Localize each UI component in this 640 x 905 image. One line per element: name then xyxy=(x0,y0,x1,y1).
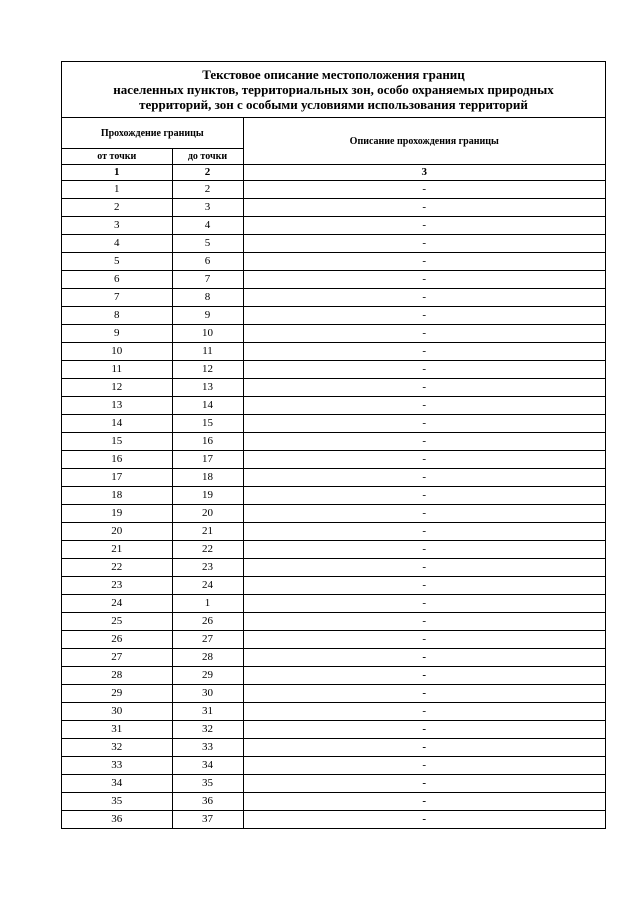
from-point-cell: 24 xyxy=(62,595,172,613)
to-point-cell: 35 xyxy=(172,775,243,793)
header-from-point: от точки xyxy=(62,149,172,165)
from-point-cell: 15 xyxy=(62,433,172,451)
table-row xyxy=(62,613,605,631)
to-point-cell: 30 xyxy=(172,685,243,703)
to-point-cell: 20 xyxy=(172,505,243,523)
table-row xyxy=(62,469,605,487)
from-point-cell: 4 xyxy=(62,235,172,253)
to-point-cell: 28 xyxy=(172,649,243,667)
column-number-3: 3 xyxy=(243,165,605,181)
from-point-cell: 34 xyxy=(62,775,172,793)
description-cell: - xyxy=(243,289,605,307)
description-cell: - xyxy=(243,613,605,631)
description-cell: - xyxy=(243,397,605,415)
table-row xyxy=(62,217,605,235)
title-line-3: территорий, зон с особыми условиями использования территорий xyxy=(139,97,528,112)
to-point-cell: 11 xyxy=(172,343,243,361)
to-point-cell: 6 xyxy=(172,253,243,271)
to-point-cell: 24 xyxy=(172,577,243,595)
to-point-cell: 22 xyxy=(172,541,243,559)
from-point-cell: 5 xyxy=(62,253,172,271)
table-row xyxy=(62,685,605,703)
to-point-cell: 15 xyxy=(172,415,243,433)
title-line-2: населенных пунктов, территориальных зон, особо охраняемых природных xyxy=(113,82,554,97)
from-point-cell: 9 xyxy=(62,325,172,343)
description-cell: - xyxy=(243,721,605,739)
from-point-cell: 36 xyxy=(62,811,172,829)
to-point-cell: 7 xyxy=(172,271,243,289)
description-cell: - xyxy=(243,775,605,793)
description-cell: - xyxy=(243,757,605,775)
table-row xyxy=(62,181,605,199)
to-point-cell: 14 xyxy=(172,397,243,415)
from-point-cell: 7 xyxy=(62,289,172,307)
table-row xyxy=(62,811,605,829)
to-point-cell: 1 xyxy=(172,595,243,613)
table-row xyxy=(62,541,605,559)
from-point-cell: 21 xyxy=(62,541,172,559)
to-point-cell: 32 xyxy=(172,721,243,739)
to-point-cell: 10 xyxy=(172,325,243,343)
description-cell: - xyxy=(243,181,605,199)
description-cell: - xyxy=(243,739,605,757)
from-point-cell: 12 xyxy=(62,379,172,397)
description-cell: - xyxy=(243,217,605,235)
table-row xyxy=(62,343,605,361)
description-cell: - xyxy=(243,271,605,289)
from-point-cell: 18 xyxy=(62,487,172,505)
description-cell: - xyxy=(243,505,605,523)
table-row xyxy=(62,361,605,379)
table-row xyxy=(62,235,605,253)
from-point-cell: 32 xyxy=(62,739,172,757)
table-row xyxy=(62,739,605,757)
from-point-cell: 20 xyxy=(62,523,172,541)
table-row xyxy=(62,649,605,667)
to-point-cell: 2 xyxy=(172,181,243,199)
from-point-cell: 30 xyxy=(62,703,172,721)
from-point-cell: 19 xyxy=(62,505,172,523)
to-point-cell: 37 xyxy=(172,811,243,829)
table-row xyxy=(62,775,605,793)
table-row xyxy=(62,721,605,739)
table-row xyxy=(62,505,605,523)
to-point-cell: 21 xyxy=(172,523,243,541)
from-point-cell: 2 xyxy=(62,199,172,217)
table-row xyxy=(62,487,605,505)
description-cell: - xyxy=(243,361,605,379)
to-point-cell: 9 xyxy=(172,307,243,325)
description-cell: - xyxy=(243,487,605,505)
from-point-cell: 1 xyxy=(62,181,172,199)
table-body xyxy=(62,181,605,829)
from-point-cell: 31 xyxy=(62,721,172,739)
title-line-1: Текстовое описание местоположения границ xyxy=(202,67,465,82)
table-row xyxy=(62,271,605,289)
description-cell: - xyxy=(243,325,605,343)
description-cell: - xyxy=(243,253,605,271)
header-to-point: до точки xyxy=(172,149,243,165)
table-row xyxy=(62,415,605,433)
from-point-cell: 23 xyxy=(62,577,172,595)
to-point-cell: 23 xyxy=(172,559,243,577)
table-row xyxy=(62,631,605,649)
header-boundary-passage: Прохождение границы xyxy=(62,118,243,149)
to-point-cell: 12 xyxy=(172,361,243,379)
from-point-cell: 10 xyxy=(62,343,172,361)
to-point-cell: 18 xyxy=(172,469,243,487)
from-point-cell: 29 xyxy=(62,685,172,703)
description-cell: - xyxy=(243,199,605,217)
table-row xyxy=(62,289,605,307)
table-row xyxy=(62,379,605,397)
to-point-cell: 33 xyxy=(172,739,243,757)
description-cell: - xyxy=(243,469,605,487)
table-row xyxy=(62,253,605,271)
from-point-cell: 16 xyxy=(62,451,172,469)
from-point-cell: 8 xyxy=(62,307,172,325)
boundary-description-form xyxy=(61,61,606,829)
from-point-cell: 28 xyxy=(62,667,172,685)
from-point-cell: 22 xyxy=(62,559,172,577)
table-row xyxy=(62,667,605,685)
from-point-cell: 13 xyxy=(62,397,172,415)
description-cell: - xyxy=(243,235,605,253)
description-cell: - xyxy=(243,811,605,829)
table-row xyxy=(62,757,605,775)
description-cell: - xyxy=(243,433,605,451)
from-point-cell: 17 xyxy=(62,469,172,487)
table-row xyxy=(62,559,605,577)
to-point-cell: 27 xyxy=(172,631,243,649)
description-cell: - xyxy=(243,595,605,613)
to-point-cell: 4 xyxy=(172,217,243,235)
description-cell: - xyxy=(243,541,605,559)
boundary-table xyxy=(62,118,605,828)
table-row xyxy=(62,523,605,541)
to-point-cell: 16 xyxy=(172,433,243,451)
description-cell: - xyxy=(243,649,605,667)
table-row xyxy=(62,199,605,217)
description-cell: - xyxy=(243,667,605,685)
column-number-1: 1 xyxy=(62,165,172,181)
table-row xyxy=(62,325,605,343)
from-point-cell: 27 xyxy=(62,649,172,667)
table-row xyxy=(62,307,605,325)
header-description: Описание прохождения границы xyxy=(243,118,605,165)
table-row xyxy=(62,703,605,721)
from-point-cell: 14 xyxy=(62,415,172,433)
table-row xyxy=(62,793,605,811)
description-cell: - xyxy=(243,703,605,721)
to-point-cell: 8 xyxy=(172,289,243,307)
to-point-cell: 13 xyxy=(172,379,243,397)
from-point-cell: 6 xyxy=(62,271,172,289)
table-row xyxy=(62,595,605,613)
description-cell: - xyxy=(243,451,605,469)
to-point-cell: 3 xyxy=(172,199,243,217)
from-point-cell: 26 xyxy=(62,631,172,649)
description-cell: - xyxy=(243,343,605,361)
column-number-2: 2 xyxy=(172,165,243,181)
description-cell: - xyxy=(243,631,605,649)
table-row xyxy=(62,577,605,595)
table-row xyxy=(62,397,605,415)
to-point-cell: 29 xyxy=(172,667,243,685)
to-point-cell: 36 xyxy=(172,793,243,811)
description-cell: - xyxy=(243,307,605,325)
from-point-cell: 35 xyxy=(62,793,172,811)
table-row xyxy=(62,433,605,451)
description-cell: - xyxy=(243,415,605,433)
to-point-cell: 31 xyxy=(172,703,243,721)
description-cell: - xyxy=(243,577,605,595)
to-point-cell: 17 xyxy=(172,451,243,469)
description-cell: - xyxy=(243,793,605,811)
to-point-cell: 19 xyxy=(172,487,243,505)
from-point-cell: 11 xyxy=(62,361,172,379)
description-cell: - xyxy=(243,685,605,703)
description-cell: - xyxy=(243,523,605,541)
table-row xyxy=(62,451,605,469)
to-point-cell: 5 xyxy=(172,235,243,253)
to-point-cell: 26 xyxy=(172,613,243,631)
from-point-cell: 3 xyxy=(62,217,172,235)
description-cell: - xyxy=(243,379,605,397)
description-cell: - xyxy=(243,559,605,577)
from-point-cell: 33 xyxy=(62,757,172,775)
from-point-cell: 25 xyxy=(62,613,172,631)
to-point-cell: 34 xyxy=(172,757,243,775)
form-title xyxy=(62,62,605,118)
